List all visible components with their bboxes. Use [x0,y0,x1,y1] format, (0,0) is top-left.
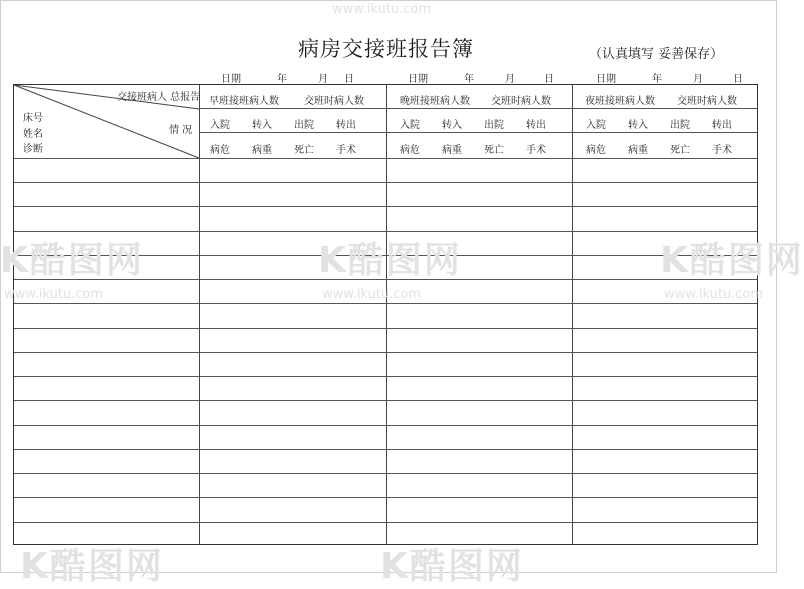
night-shift-receive-count: 夜班接班病人数 [585,96,655,107]
table-row [14,182,757,183]
table-row [14,328,757,329]
night-critical: 病危 [586,145,606,156]
evening-serious: 病重 [442,145,462,156]
day-label: 日 [544,74,554,85]
date-row-night [596,70,756,85]
night-surgery: 手术 [712,145,732,156]
diagnosis-label: 诊断 [23,144,43,155]
evening-shift-handover-count: 交班时病人数 [491,96,551,107]
night-shift-handover-count: 交班时病人数 [677,96,737,107]
patient-name-label: 姓名 [23,129,43,140]
table-row [14,158,757,159]
date-label: 日期 [221,74,241,85]
morning-discharge: 出院 [294,120,314,131]
table-row [14,400,757,401]
night-transfer-in: 转入 [628,120,648,131]
table-row [14,425,757,426]
table-row [14,231,757,232]
date-row-morning [221,70,381,85]
watermark-url: www.ikutu.com [4,287,104,302]
month-label: 月 [693,74,703,85]
table-row [14,497,757,498]
evening-admission: 入院 [400,120,420,131]
page-title: 病房交接班报告簿 [298,37,474,61]
month-label: 月 [505,74,515,85]
night-serious: 病重 [628,145,648,156]
header-line [199,132,757,133]
watermark-brand: K酷图网 [0,240,144,281]
evening-surgery: 手术 [526,145,546,156]
morning-admission: 入院 [210,120,230,131]
table-row [14,449,757,450]
watermark-brand: K酷图网 [380,546,524,587]
table-row [14,352,757,353]
evening-death: 死亡 [484,145,504,156]
morning-shift-receive-count: 早班接班病人数 [209,96,279,107]
year-label: 年 [464,74,474,85]
table-row [14,206,757,207]
year-label: 年 [277,74,287,85]
evening-discharge: 出院 [484,120,504,131]
watermark-brand: K酷图网 [20,546,164,587]
evening-transfer-out: 转出 [526,120,546,131]
evening-shift-receive-count: 晚班接班病人数 [400,96,470,107]
watermark-url: www.ikutu.com [332,2,432,17]
handover-table [13,84,758,545]
watermark-brand: K酷图网 [660,240,804,281]
date-label: 日期 [408,74,428,85]
watermark-brand: K酷图网 [318,240,462,281]
table-row [14,279,757,280]
evening-critical: 病危 [400,145,420,156]
header-line [199,108,757,109]
night-admission: 入院 [586,120,606,131]
table-row [14,522,757,523]
morning-shift-handover-count: 交班时病人数 [304,96,364,107]
month-label: 月 [318,74,328,85]
morning-transfer-out: 转出 [336,120,356,131]
page-subtitle: （认真填写 妥善保存） [589,47,724,62]
night-discharge: 出院 [670,120,690,131]
diagonal-header-mid: 情 况 [169,125,193,136]
day-label: 日 [344,74,354,85]
morning-critical: 病危 [210,145,230,156]
morning-surgery: 手术 [336,145,356,156]
table-row [14,473,757,474]
column-divider [386,85,387,544]
day-label: 日 [733,74,743,85]
watermark-url: www.ikutu.com [322,287,422,302]
date-row-evening [408,70,568,85]
diagonal-header-top: 交接班病人 总报告 [117,92,201,103]
morning-death: 死亡 [294,145,314,156]
morning-transfer-in: 转入 [252,120,272,131]
bed-number-label: 床号 [23,113,43,124]
evening-transfer-in: 转入 [442,120,462,131]
night-death: 死亡 [670,145,690,156]
table-row [14,303,757,304]
watermark-url: www.ikutu.com [664,287,764,302]
night-transfer-out: 转出 [712,120,732,131]
date-label: 日期 [596,74,616,85]
year-label: 年 [652,74,662,85]
column-divider [572,85,573,544]
morning-serious: 病重 [252,145,272,156]
table-row [14,255,757,256]
table-row [14,376,757,377]
